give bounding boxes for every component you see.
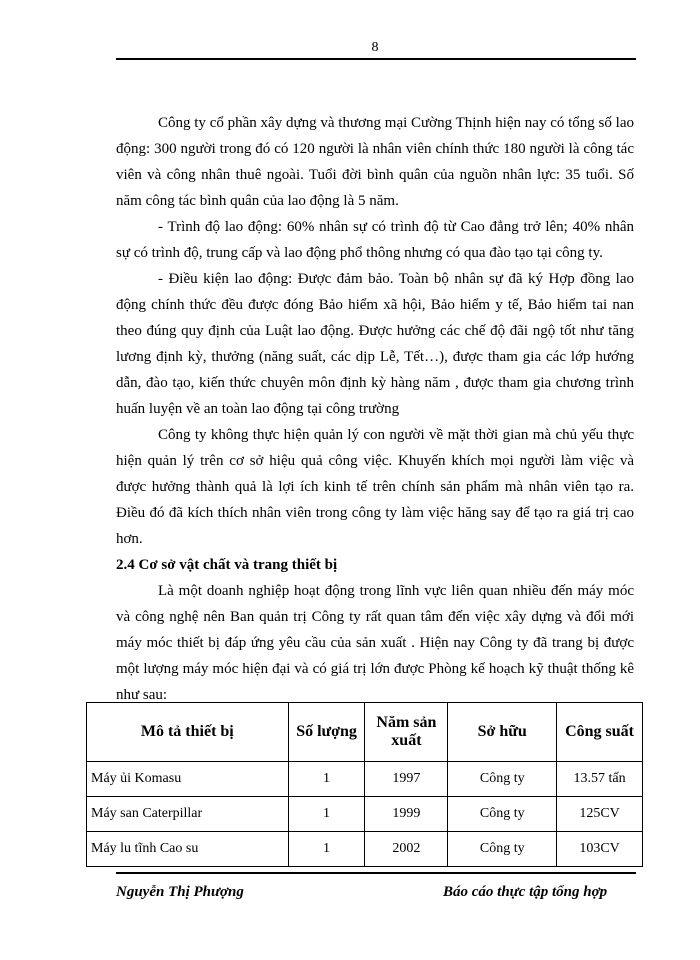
table-header-row xyxy=(87,703,643,762)
header-year: Năm sản xuất xyxy=(365,703,448,762)
header-description: Mô tả thiết bị xyxy=(87,703,289,762)
paragraph-conditions: - Điều kiện lao động: Được đảm bảo. Toàn bộ nhân sự đã ký Hợp đồng lao động chính thức đều được đóng Bảo hiểm xã hội, Bảo hiểm y tế, Bảo hiểm tai nan theo đúng quy định của Luật lao động. Được hưởng các chế độ đãi ngộ tốt như tăng lương định kỳ, thưởng (năng suất, các dịp Lễ, Tết…), được tham gia các lớp hướng dẫn, đào tạo, kiến thức chuyên môn định kỳ hàng năm , được tham gia chương trình huấn luyện về an toàn lao động tại công trường xyxy=(116,271,634,417)
cell-year: 1999 xyxy=(365,797,448,832)
section-heading: 2.4 Cơ sở vật chất và trang thiết bị xyxy=(116,557,338,573)
footer-author: Nguyễn Thị Phượng xyxy=(116,884,244,900)
document-body xyxy=(116,110,634,708)
cell-quantity: 1 xyxy=(288,797,365,832)
cell-description: Máy ủi Komasu xyxy=(87,762,289,797)
cell-ownership: Công ty xyxy=(448,797,557,832)
paragraph-qualification: - Trình độ lao động: 60% nhân sự có trình độ từ Cao đẳng trở lên; 40% nhân sự có trình độ, trung cấp và lao động phổ thông nhưng có qua đào tạo tại công ty. xyxy=(116,219,634,261)
cell-description: Máy lu tĩnh Cao su xyxy=(87,832,289,867)
table-row xyxy=(87,797,643,832)
header-capacity: Công suất xyxy=(557,703,643,762)
cell-quantity: 1 xyxy=(288,832,365,867)
footer-report-title: Báo cáo thực tập tổng hợp xyxy=(443,884,608,900)
header-rule xyxy=(116,58,636,60)
cell-year: 1997 xyxy=(365,762,448,797)
table-row xyxy=(87,832,643,867)
header-ownership: Sở hữu xyxy=(448,703,557,762)
paragraph-management: Công ty không thực hiện quản lý con người về mặt thời gian mà chủ yếu thực hiện quản lý trên cơ sở hiệu quả công việc. Khuyến khích mọi người làm việc và được hưởng thành quả là lợi ích kinh tế trên chính sản phẩm mà nhân viên tạo ra. Điều đó đã kích thích nhân viên trong công ty làm việc hăng say để tạo ra giá trị cao hơn. xyxy=(116,427,634,547)
cell-description: Máy san Caterpillar xyxy=(87,797,289,832)
paragraph-workforce: Công ty cổ phần xây dựng và thương mại Cường Thịnh hiện nay có tổng số lao động: 300 người trong đó có 120 người là nhân viên chính thức 180 người là công tác viên và công nhân thuê ngoài. Tuổi đời bình quân của nguồn nhân lực: 35 tuổi. Số năm công tác bình quân của lao động là 5 năm. xyxy=(116,115,634,209)
cell-capacity: 13.57 tấn xyxy=(557,762,643,797)
cell-ownership: Công ty xyxy=(448,762,557,797)
equipment-table xyxy=(86,702,643,867)
cell-capacity: 125CV xyxy=(557,797,643,832)
paragraph-equipment-intro: Là một doanh nghiệp hoạt động trong lĩnh vực liên quan nhiều đến máy móc và công nghệ nên Ban quản trị Công ty rất quan tâm đến việc xây dựng và đổi mới máy móc thiết bị đáp ứng yêu cầu của sản xuất . Hiện nay Công ty đã trang bị được một lượng máy móc hiện đại và có giá trị lớn được Phòng kế hoạch kỹ thuật thống kê như sau: xyxy=(116,583,634,703)
footer-rule xyxy=(116,872,636,874)
cell-quantity: 1 xyxy=(288,762,365,797)
cell-year: 2002 xyxy=(365,832,448,867)
table-row xyxy=(87,762,643,797)
header-quantity: Số lượng xyxy=(288,703,365,762)
page-number: 8 xyxy=(371,40,379,55)
cell-capacity: 103CV xyxy=(557,832,643,867)
cell-ownership: Công ty xyxy=(448,832,557,867)
